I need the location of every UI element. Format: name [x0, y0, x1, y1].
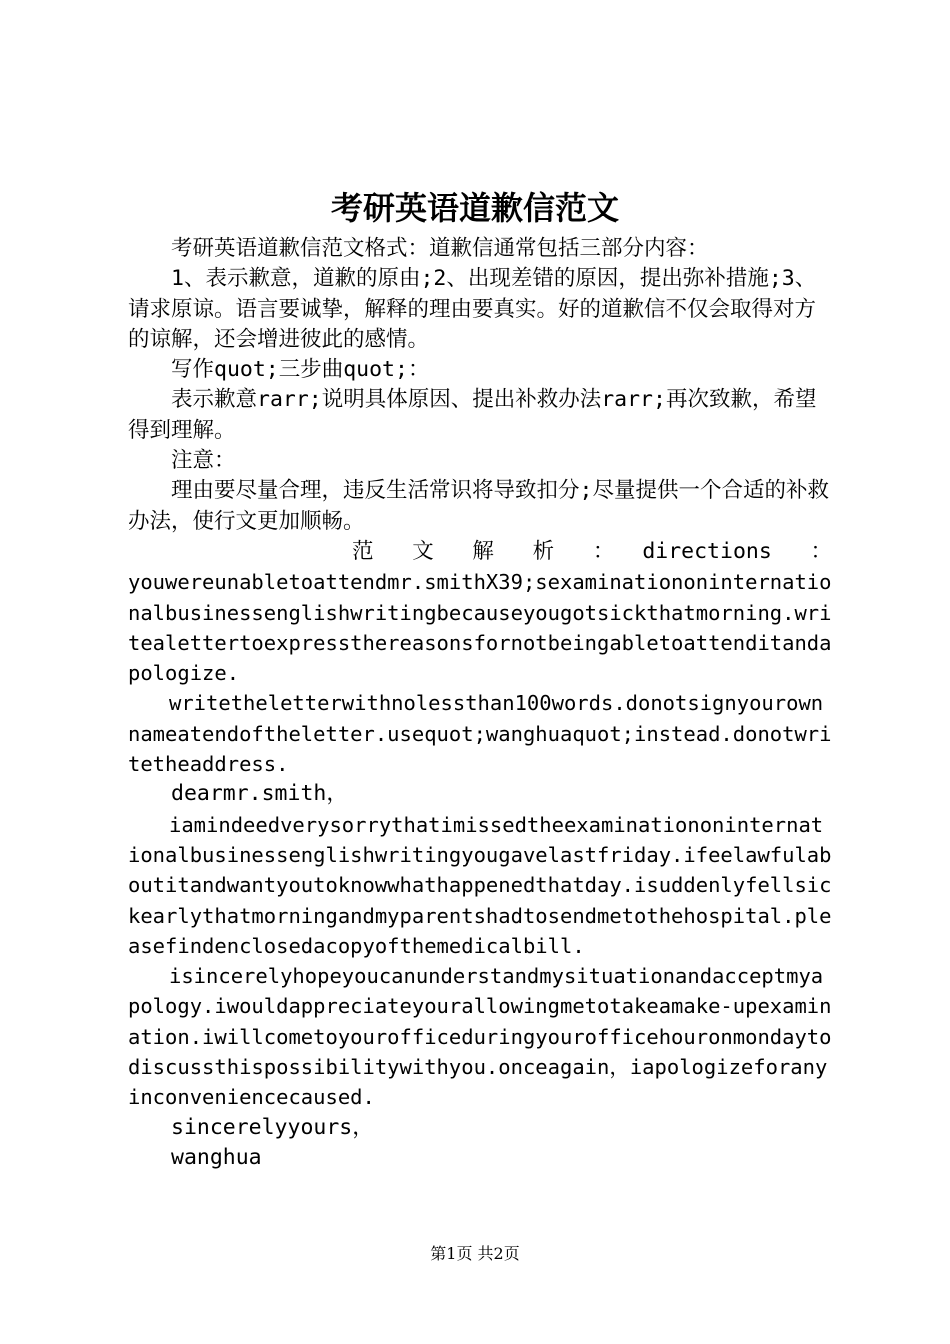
analysis-heading: 范 文 解 析 ： directions ： [352, 538, 832, 564]
page-footer: 第1页 共2页 [430, 1244, 520, 1263]
letter-body-paragraph-2: isincerelyhopeyoucanunderstandmysituationandacceptmyapology.iwouldappreciateyourallowingmetotakeamake-upexamination.iwillcometoyourofficeduringyourofficehouronmondaytodiscussthispossibilitywithyou.onceagain，iapologizeforanyinconveniencecaused. [128, 964, 832, 1110]
notice-paragraph: 理由要尽量合理，违反生活常识将导致扣分;尽量提供一个合适的补救办法，使行文更加顺畅。 [128, 478, 829, 534]
notice-heading: 注意： [171, 448, 236, 474]
three-steps-heading: 写作quot;三步曲quot;： [171, 357, 430, 383]
intro-paragraph: 考研英语道歉信范文格式：道歉信通常包括三部分内容： [171, 236, 709, 261]
directions-paragraph: youwereunabletoattendmr.smithX39;sexaminationoninternationalbusinessenglishwritingbecauseyougotsickthatmorning.writealettertoexpressthereasonsfornotbeingabletoattenditandapologize. [128, 570, 832, 686]
three-steps-paragraph: 表示歉意rarr;说明具体原因、提出补救办法rarr;再次致歉，希望得到理解。 [128, 387, 817, 443]
letter-closing: sincerelyyours， [171, 1114, 374, 1140]
letter-salutation: dearmr.smith， [171, 781, 348, 807]
letter-body-paragraph-1: iamindeedverysorrythatimissedtheexaminationoninternationalbusinessenglishwritingyougavelastfriday.ifeelawfulaboutitandwantyoutoknowwhathappenedthatday.isuddenlyfellsickearlythatmorningandmyparentshadtosendmetothehospital.pleasefindenclosedacopyofthemedicalbill. [128, 812, 832, 958]
document-title: 考研英语道歉信范文 [330, 189, 619, 227]
letter-signature: wanghua [171, 1144, 262, 1170]
instructions-paragraph: writetheletterwithnolessthan100words.donotsignyourownnameatendoftheletter.usequot;wanghuaquot;instead.donotwritetheaddress. [128, 691, 832, 777]
format-paragraph: 1、表示歉意，道歉的原由;2、出现差错的原因，提出弥补措施;3、请求原谅。语言要诚挚，解释的理由要真实。好的道歉信不仅会取得对方的谅解，还会增进彼此的感情。 [128, 266, 817, 352]
document-body [128, 234, 832, 1173]
